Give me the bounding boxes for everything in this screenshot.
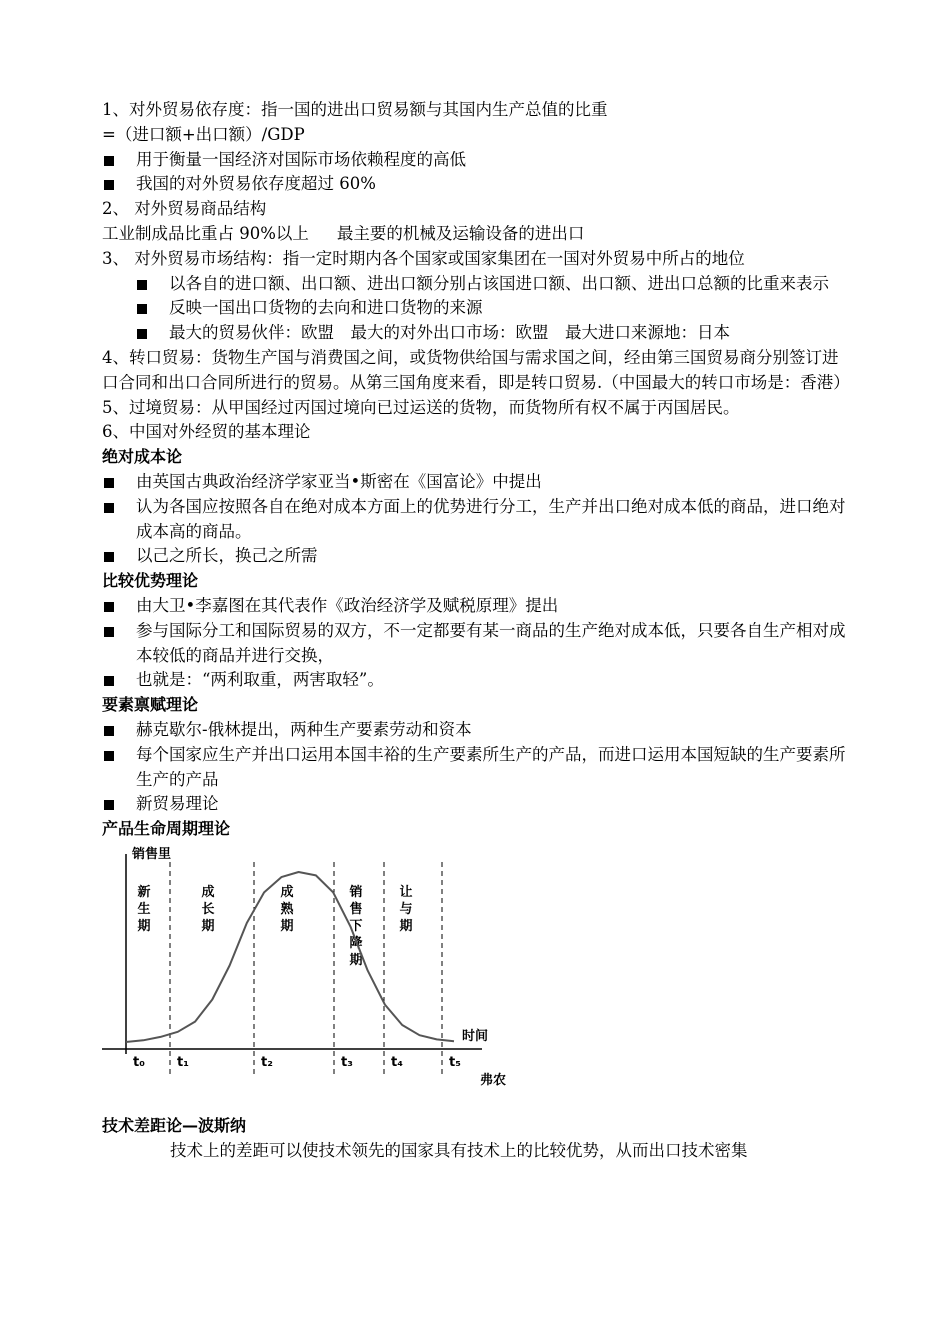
phase-label: 销售下降期	[349, 884, 363, 968]
section-title: 产品生命周期理论	[102, 819, 231, 839]
bullet-item: 我国的对外贸易依存度超过 60%	[102, 172, 847, 197]
line-commodity-detail: 工业制成品比重占 90%以上 最主要的机械及运输设备的进出口	[102, 223, 585, 243]
bullet-square-icon	[104, 552, 114, 562]
phase-label: 成熟期	[280, 884, 294, 934]
bullet-square-icon	[137, 329, 147, 339]
tick-label: t₄	[391, 1054, 403, 1070]
line-market-structure: 3、 对外贸易市场结构：指一定时期内各个国家或国家集团在一国对外贸易中所占的地位	[102, 248, 745, 268]
section-title: 比较优势理论	[102, 571, 199, 591]
bullet-item: 以各自的进口额、出口额、进出口额分别占该国进口额、出口额、进出口总额的比重来表示	[135, 272, 847, 297]
product-life-cycle-chart	[102, 844, 522, 1104]
section-title: 要素禀赋理论	[102, 695, 199, 715]
chart-svg	[102, 844, 522, 1104]
bullet-square-icon	[104, 751, 114, 761]
bullet-item: 以己之所长，换己之所需	[102, 544, 847, 569]
paragraph-tech-gap: 技术上的差距可以使技术领先的国家具有技术上的比较优势，从而出口技术密集	[170, 1140, 748, 1160]
phase-label: 新生期	[137, 884, 151, 934]
line-basic-theory: 6、中国对外经贸的基本理论	[102, 422, 311, 442]
bullet-item: 参与国际分工和国际贸易的双方，不一定都要有某一商品的生产绝对成本低，只要各自生产相对成本较低的商品并进行交换，	[102, 619, 847, 669]
bullet-square-icon	[104, 503, 114, 513]
bullet-square-icon	[137, 304, 147, 314]
bullet-item: 赫克歇尔-俄林提出，两种生产要素劳动和资本	[102, 718, 847, 743]
bullet-square-icon	[104, 627, 114, 637]
phase-label: 成长期	[201, 884, 215, 934]
line-formula: =（进口额+出口额）/GDP	[102, 124, 305, 144]
bullet-item: 由英国古典政治经济学家亚当•斯密在《国富论》中提出	[102, 470, 847, 495]
bullet-square-icon	[104, 602, 114, 612]
section-title: 绝对成本论	[102, 447, 183, 467]
bullet-square-icon	[104, 180, 114, 190]
phase-label: 让与期	[399, 884, 413, 934]
x-axis-label: 时间	[462, 1028, 489, 1044]
chart-credit: 弗农	[480, 1072, 507, 1088]
bullet-item: 由大卫•李嘉图在其代表作《政治经济学及赋税原理》提出	[102, 594, 847, 619]
y-axis-label: 销售里	[132, 846, 172, 862]
bullet-square-icon	[137, 280, 147, 290]
tick-label: t₀	[133, 1054, 145, 1070]
bullet-item: 最大的贸易伙伴：欧盟 最大的对外出口市场：欧盟 最大进口来源地：日本	[135, 321, 847, 346]
bullet-item: 认为各国应按照各自在绝对成本方面上的优势进行分工，生产并出口绝对成本低的商品，进口绝对成本高的商品。	[102, 495, 847, 545]
section-title: 技术差距论—波斯纳	[102, 1115, 247, 1135]
bullet-square-icon	[104, 726, 114, 736]
bullet-item: 也就是：“两利取重，两害取轻”。	[102, 668, 847, 693]
tick-label: t₅	[449, 1054, 461, 1070]
paragraph-entrepot-trade: 4、转口贸易：货物生产国与消费国之间，或货物供给国与需求国之间，经由第三国贸易商分别签订进口合同和出口合同所进行的贸易。从第三国角度来看，即是转口贸易.（中国最大的转口市场是：香港）	[102, 347, 850, 392]
bullet-square-icon	[104, 478, 114, 488]
line-commodity-structure: 2、 对外贸易商品结构	[102, 199, 267, 219]
bullet-item: 每个国家应生产并出口运用本国丰裕的生产要素所生产的产品，而进口运用本国短缺的生产要素所生产的产品	[102, 743, 847, 793]
bullet-square-icon	[104, 156, 114, 166]
bullet-square-icon	[104, 800, 114, 810]
document-page	[102, 98, 850, 1164]
tick-label: t₂	[261, 1054, 273, 1070]
bullet-square-icon	[104, 676, 114, 686]
tick-label: t₃	[341, 1054, 353, 1070]
line-transit-trade: 5、过境贸易：从甲国经过丙国过境向已过运送的货物，而货物所有权不属于丙国居民。	[102, 397, 740, 417]
bullet-item: 反映一国出口货物的去向和进口货物的来源	[135, 296, 847, 321]
line-dependence-title: 1、对外贸易依存度：指一国的进出口贸易额与其国内生产总值的比重	[102, 100, 608, 119]
tick-label: t₁	[177, 1054, 189, 1070]
bullet-item: 新贸易理论	[102, 792, 847, 817]
bullet-item: 用于衡量一国经济对国际市场依赖程度的高低	[102, 148, 847, 173]
